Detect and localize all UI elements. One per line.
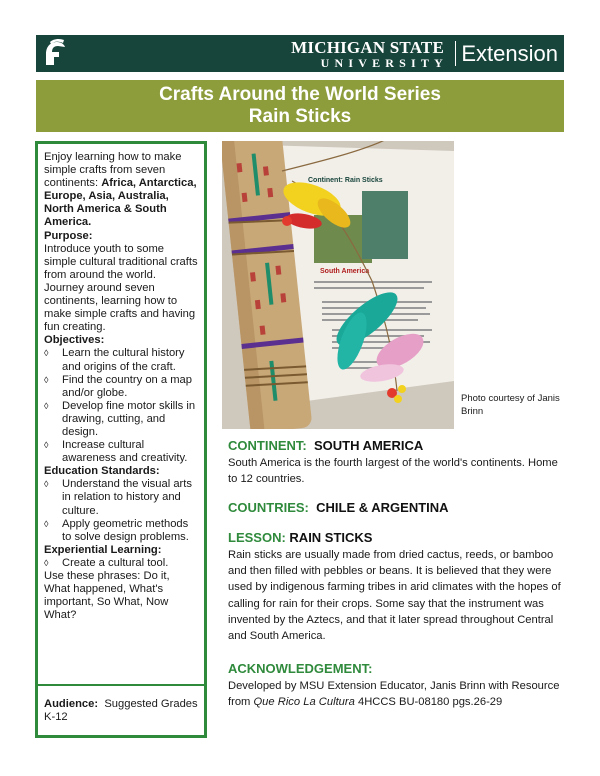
audience-text: Suggested Grades K-12 (44, 698, 198, 724)
continent-label: CONTINENT: (228, 438, 307, 453)
intro-paragraph (44, 151, 198, 230)
list-item: ◊ Develop fine motor skills in drawing, cutting, and design. (44, 400, 198, 439)
series-title: Crafts Around the World Series (159, 84, 441, 105)
experiential-heading: Experiential Learning: (44, 543, 162, 556)
photo-credit: Photo courtesy of Janis Brinn (461, 393, 560, 417)
continent-text: South America is the fourth largest of the world's continents. Home to 12 countries. (228, 457, 558, 486)
msu-wordmark (291, 38, 448, 70)
acknowledgement-text (228, 678, 564, 710)
lesson-label: LESSON: (228, 530, 286, 545)
list-item: ◊ Increase cultural awareness and creativity. (44, 439, 198, 465)
intro-text: Enjoy learning how to make simple crafts from seven continents: (44, 151, 182, 190)
list-item: ◊ Understand the visual arts in relation to history and culture. (44, 478, 198, 517)
title-band (36, 80, 564, 132)
book-page-title: Continent: Rain Sticks (308, 177, 383, 184)
standards-list (44, 478, 198, 543)
ack-text-end: 4HCCS BU-08180 pgs.26-29 (354, 696, 503, 709)
purpose-text: Introduce youth to some simple cultural traditional crafts from around the world. Journey around seven continents, learning how to make simple crafts and having fun creating. (44, 242, 198, 334)
extension-label: Extension (461, 41, 558, 66)
countries-label: COUNTRIES: (228, 500, 309, 515)
lesson-value: RAIN STICKS (289, 530, 373, 545)
book-page-subtitle: South America (320, 268, 370, 275)
continent-value: SOUTH AMERICA (313, 438, 424, 453)
rain-stick-illustration (222, 141, 454, 429)
standards-heading: Education Standards: (44, 465, 160, 478)
list-item: ◊ Apply geometric methods to solve design problems. (44, 518, 198, 544)
spartan-helmet-icon (40, 38, 68, 69)
audience-label: Audience: (44, 698, 99, 710)
sidebar-divider (38, 684, 204, 686)
lesson-text: Rain sticks are usually made from dried cactus, reeds, or bamboo and then filled with pebbles or beans. It is believed that they were used by indigenous farming tribes in arid climates with the hopes of calling for rain for their crops. Some say that the instrument was invented by the Aztecs, and that it later spread throughout Central and South America. (228, 549, 561, 643)
brand-university: UNIVERSITY (320, 56, 448, 70)
objectives-list (44, 347, 198, 465)
list-item: ◊ Learn the cultural history and origins of the craft. (44, 347, 198, 373)
sidebar (35, 141, 207, 738)
rain-stick-photo (222, 141, 454, 429)
experiential-item: ◊ Create a cultural tool. (44, 557, 198, 570)
experiential-text: Use these phrases: Do it, What happened, What's important, So What, Now What? (44, 570, 170, 622)
list-item: ◊ Find the country on a map and/or globe. (44, 374, 198, 400)
objectives-heading: Objectives: (44, 334, 105, 347)
ack-text-start: Developed by MSU Extension Educator, Janis Brinn with Resource from (228, 680, 560, 709)
intro-continents: Africa, Antarctica, Europe, Asia, Australia, North America & South America. (44, 177, 197, 229)
audience-block (44, 698, 202, 724)
continent-heading (228, 438, 423, 453)
craft-title: Rain Sticks (248, 106, 352, 127)
purpose-heading: Purpose: (44, 229, 93, 242)
lesson-heading (228, 530, 372, 545)
brand-name: MICHIGAN STATE (291, 38, 444, 57)
countries-value: CHILE & ARGENTINA (316, 500, 449, 515)
book-title: Que Rico La Cultura (253, 696, 355, 709)
header-bar (36, 35, 564, 72)
countries-heading (228, 500, 449, 515)
acknowledgement-heading: ACKNOWLEDGEMENT: (228, 661, 373, 676)
brand-divider (455, 41, 457, 66)
